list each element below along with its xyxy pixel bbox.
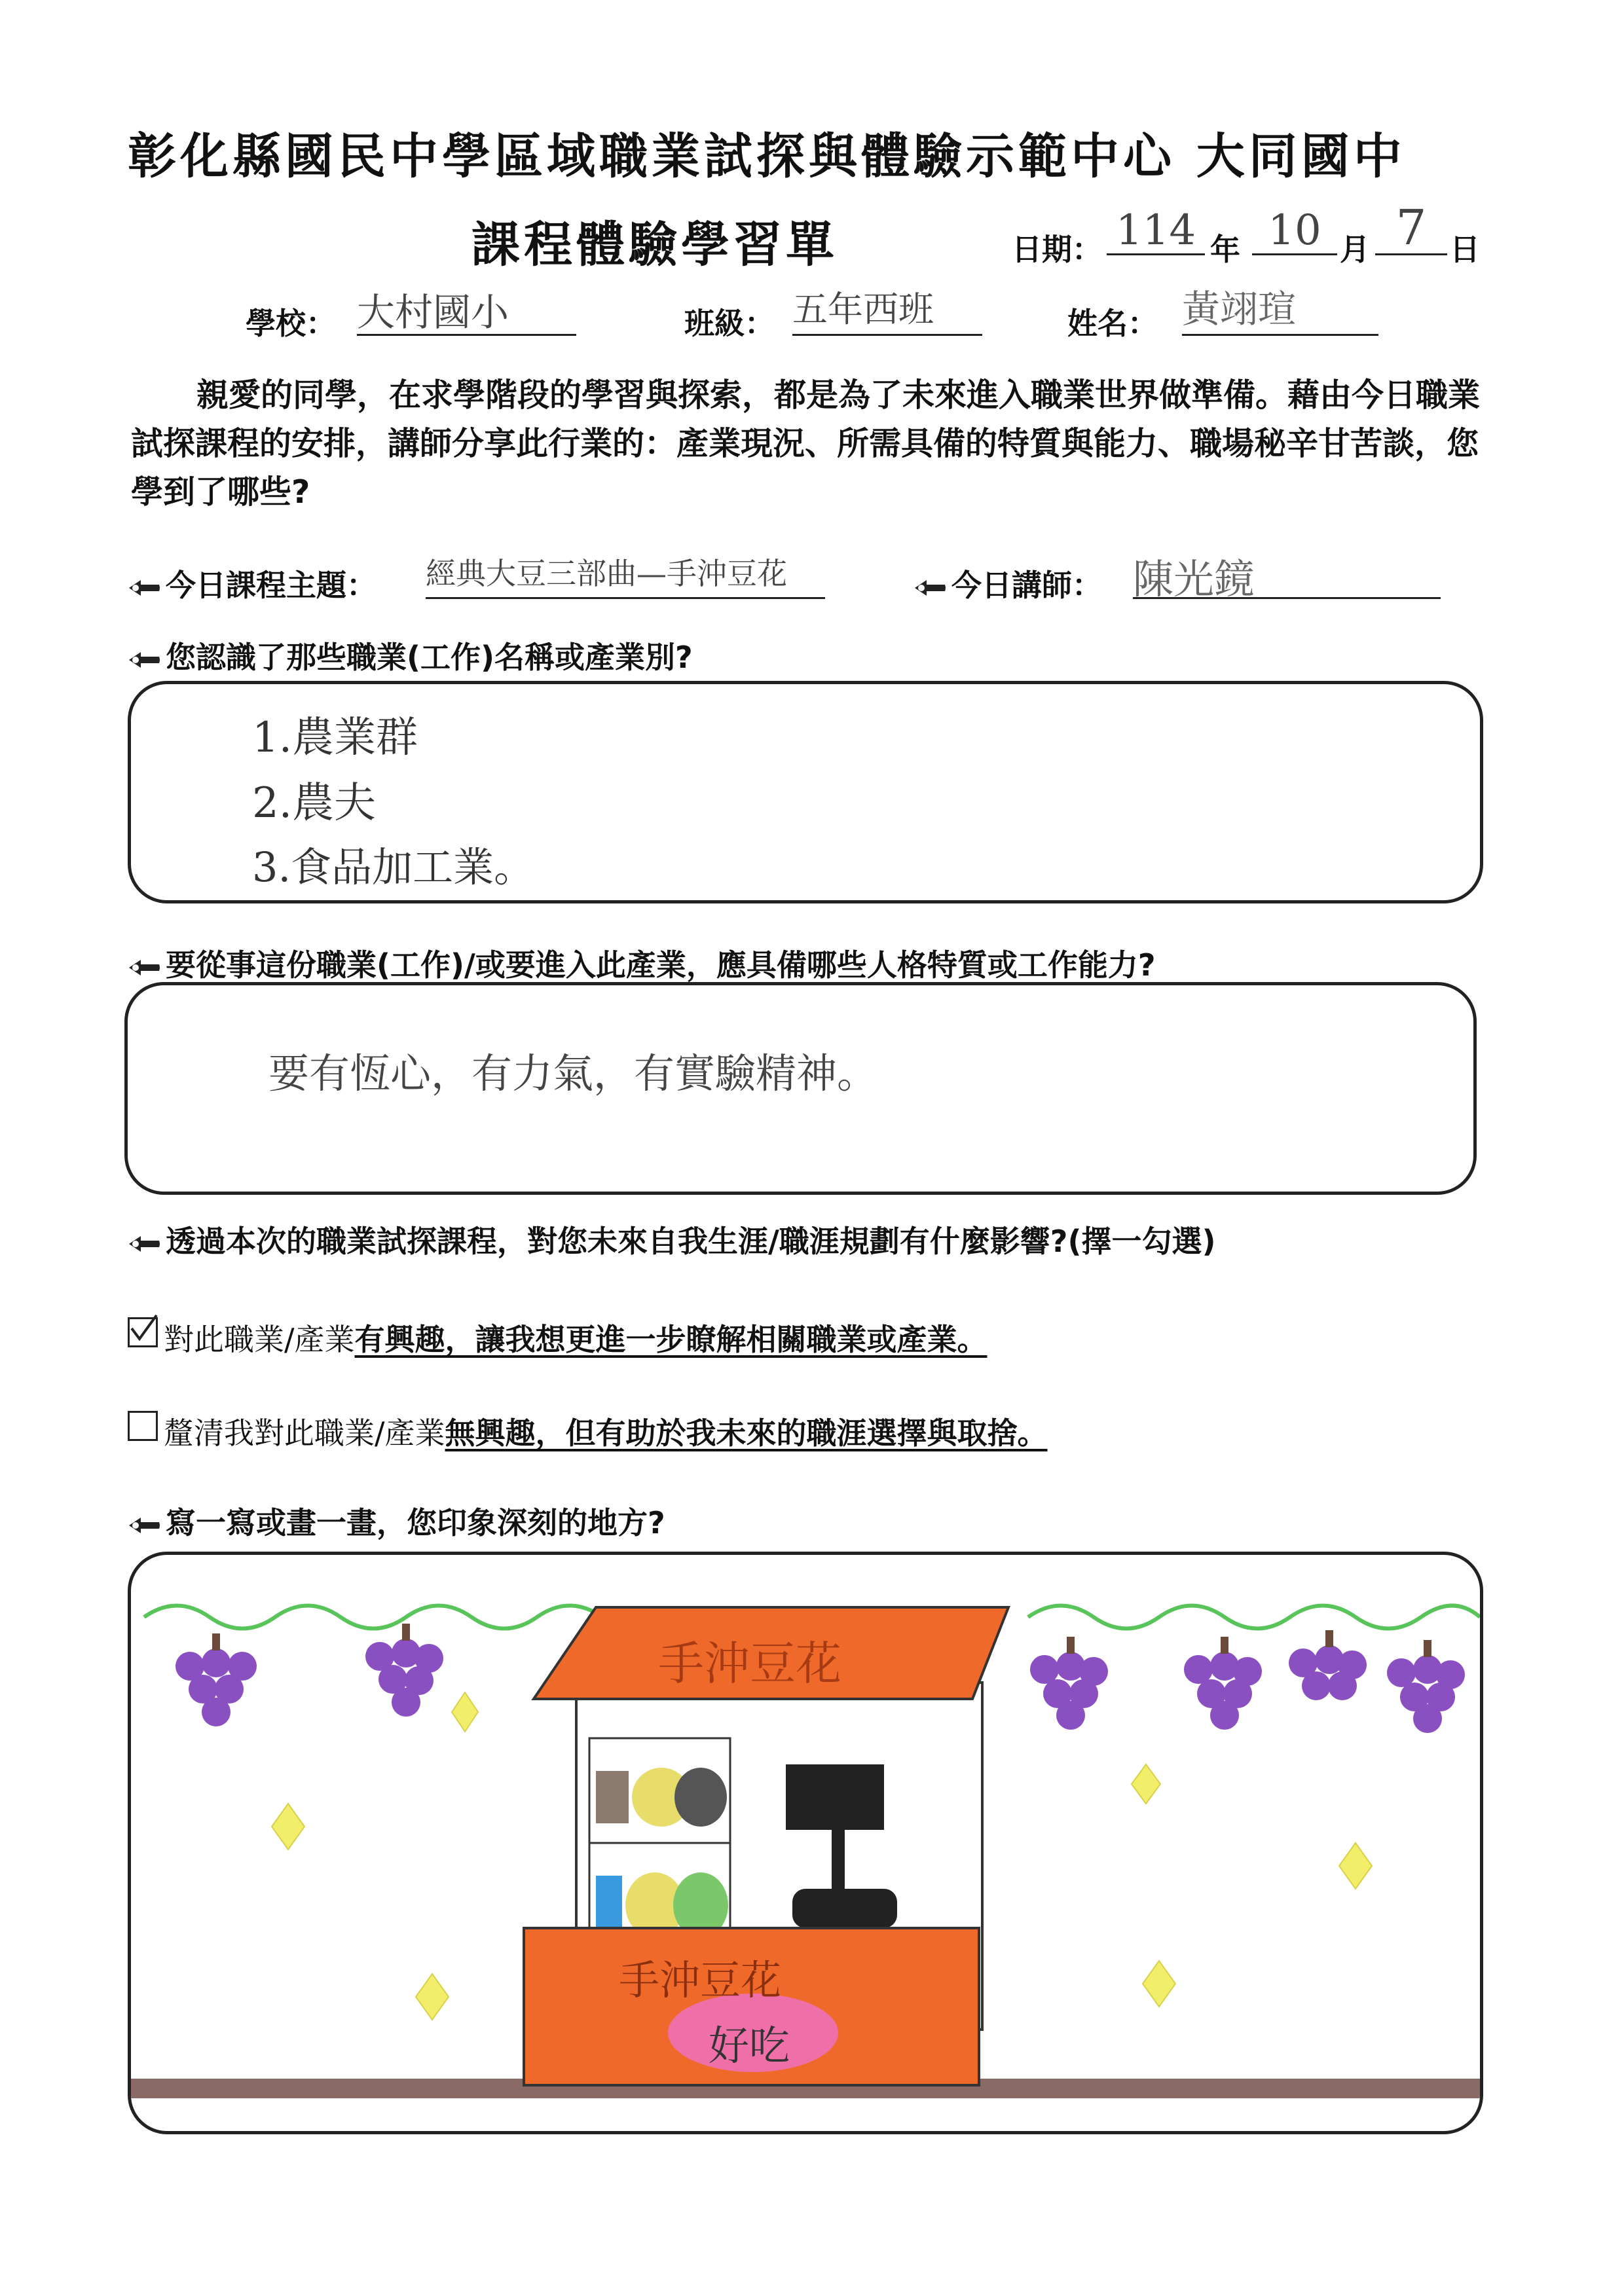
grape-cluster-4	[1184, 1637, 1262, 1730]
option1-checkbox[interactable]	[128, 1317, 158, 1347]
topic-row	[128, 562, 377, 605]
name-value[interactable]: 黃翊瑄	[1182, 278, 1378, 336]
q1-answer-box[interactable]	[128, 681, 1483, 903]
school-label: 學校：	[246, 306, 336, 341]
q1-answer-3: 3.食品加工業。	[252, 843, 535, 891]
pointing-hand-icon	[128, 576, 162, 600]
option2-prefix: 釐清我對此職業/產業	[164, 1415, 445, 1451]
page-subtitle: 課程體驗學習單	[471, 217, 838, 273]
date-month-value[interactable]: 10	[1252, 206, 1337, 255]
pointing-hand-icon	[128, 648, 162, 672]
grape-cluster-2	[365, 1624, 443, 1717]
teacher-value[interactable]: 陳光鏡	[1133, 547, 1441, 599]
intro-paragraph: 親愛的同學，在求學階段的學習與探索，都是為了未來進入職業世界做準備。藉由今日職業試探課程的安排，講師分享此行業的：產業現況、所需具備的特質與能力、職場秘辛甘苦談，您學到了哪些?	[131, 376, 1481, 511]
q2-answer-box[interactable]	[124, 982, 1477, 1195]
q1-question-text: 您認識了那些職業(工作)名稱或產業別?	[166, 640, 693, 675]
q3-question	[128, 1218, 1216, 1261]
option1-text	[164, 1316, 987, 1359]
grape-cluster-6	[1387, 1640, 1465, 1733]
vine-right	[1028, 1606, 1480, 1629]
q1-question	[128, 634, 693, 677]
q4-drawing-box[interactable]	[128, 1552, 1483, 2134]
teacher-row	[913, 562, 1102, 605]
class-label: 班級：	[684, 306, 775, 341]
page-title: 彰化縣國民中學區域職業試探與體驗示範中心 大同國中	[128, 128, 1406, 185]
school-value[interactable]: 大村國小	[357, 282, 576, 336]
topic-label: 今日課程主題：	[166, 568, 377, 603]
teacher-label: 今日講師：	[951, 568, 1102, 603]
q2-question-text: 要從事這份職業(工作)/或要進入此產業，應具備哪些人格特質或工作能力?	[166, 947, 1156, 983]
q4-question	[128, 1499, 665, 1542]
grape-cluster-1	[175, 1633, 257, 1726]
q1-answer-2: 2.農夫	[252, 779, 377, 828]
stall-sign-text: 手沖豆花	[658, 1637, 841, 1690]
topic-value[interactable]: 經典大豆三部曲—手沖豆花	[426, 550, 825, 599]
q2-question	[128, 941, 1156, 985]
date-year-value[interactable]: 114	[1107, 206, 1205, 255]
date-year-unit: 年	[1210, 232, 1240, 267]
vine-left	[144, 1606, 602, 1629]
option2-text	[164, 1410, 1048, 1453]
date-label: 日期：	[1012, 232, 1102, 267]
option1-emphasis: 有興趣，讓我想更進一步瞭解相關職業或產業。	[354, 1322, 987, 1357]
option1-prefix: 對此職業/產業	[164, 1322, 355, 1357]
pointing-hand-icon	[128, 1232, 162, 1256]
date-day-value[interactable]: 7	[1375, 200, 1447, 255]
q3-question-text: 透過本次的職業試探課程，對您未來自我生涯/職涯規劃有什麼影響?(擇一勾選)	[166, 1224, 1216, 1259]
badge-text: 好吃	[709, 2022, 790, 2069]
pointing-hand-icon	[128, 1514, 162, 1537]
check-mark-icon	[128, 1314, 158, 1344]
date-month-unit: 月	[1340, 232, 1370, 267]
grape-cluster-5	[1289, 1630, 1367, 1700]
grape-cluster-3	[1030, 1637, 1108, 1730]
class-value[interactable]: 五年西班	[792, 282, 982, 336]
pointing-hand-icon	[128, 956, 162, 979]
counter-text: 手沖豆花	[619, 1956, 782, 2004]
pointing-hand-icon	[913, 576, 948, 600]
option2-checkbox[interactable]	[128, 1411, 158, 1441]
q2-answer: 要有恆心，有力氣，有實驗精神。	[268, 1049, 878, 1097]
option2-emphasis: 無興趣，但有助於我未來的職涯選擇與取捨。	[445, 1415, 1048, 1451]
name-label: 姓名：	[1067, 306, 1158, 341]
date-day-unit: 日	[1450, 232, 1480, 267]
q4-question-text: 寫一寫或畫一畫，您印象深刻的地方?	[166, 1505, 665, 1540]
q1-answer-1: 1.農業群	[252, 714, 418, 762]
